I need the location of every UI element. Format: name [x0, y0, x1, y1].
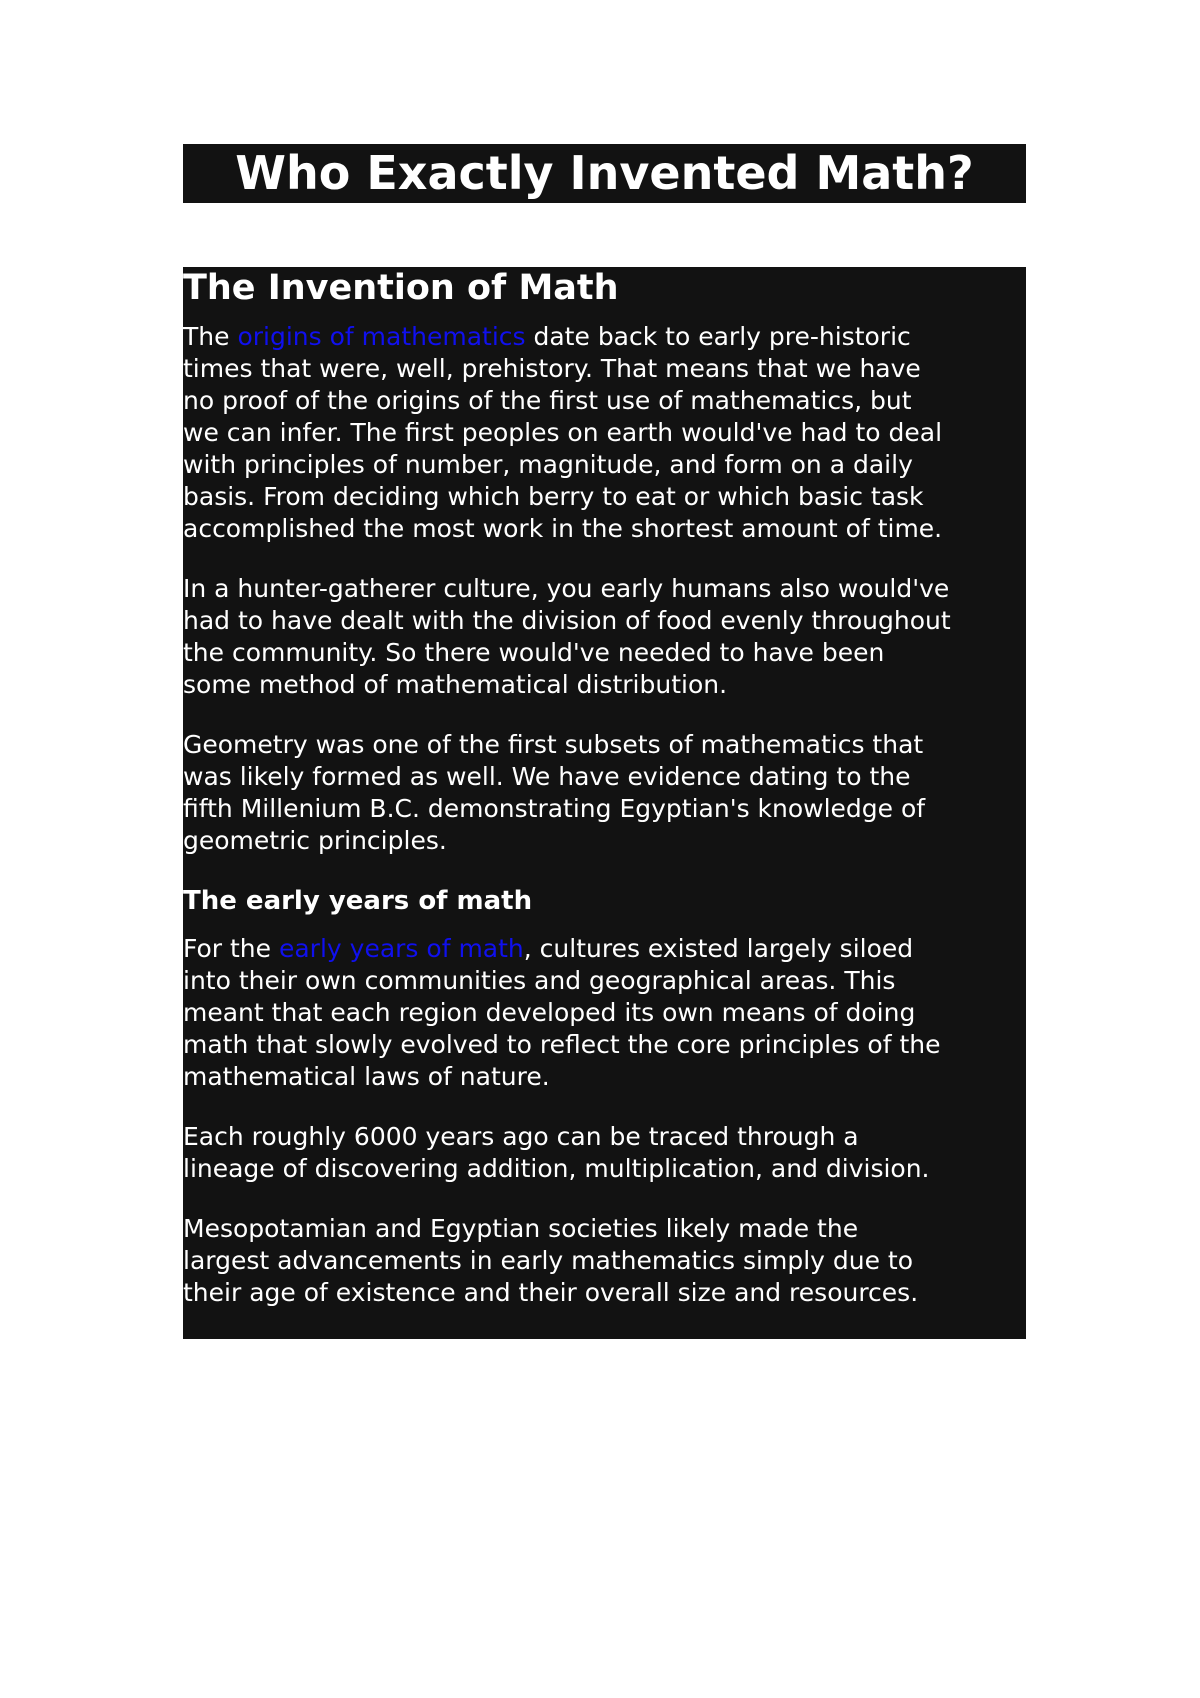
paragraph-mesopotamian: [183, 1213, 1026, 1309]
paragraph-line: [183, 321, 1026, 353]
paragraph-line: no proof of the origins of the first use of mathematics, but: [183, 386, 912, 415]
paragraph-text: date back to early pre-historic: [525, 322, 911, 351]
paragraph-line: into their own communities and geographical areas. This: [183, 966, 896, 995]
paragraph-line: times that were, well, prehistory. That means that we have: [183, 354, 921, 383]
paragraph-line: mathematical laws of nature.: [183, 1062, 550, 1091]
paragraph-early-years: [183, 933, 1026, 1093]
paragraph-origins: [183, 321, 1026, 545]
paragraph-hunter-gatherer: [183, 573, 1026, 701]
paragraph-line: had to have dealt with the division of food evenly throughout: [183, 606, 951, 635]
paragraph-text: For the: [183, 934, 279, 963]
paragraph-geometry: [183, 729, 1026, 857]
page-title: Who Exactly Invented Math?: [183, 144, 1026, 203]
paragraph-line: meant that each region developed its own means of doing: [183, 998, 916, 1027]
paragraph-line: geometric principles.: [183, 826, 447, 855]
early-years-of-math-link[interactable]: early years of math: [278, 934, 524, 963]
paragraph-line: we can infer. The first peoples on earth would've had to deal: [183, 418, 943, 447]
paragraph-line: accomplished the most work in the shortest amount of time.: [183, 514, 943, 543]
origins-of-mathematics-link[interactable]: origins of mathematics: [237, 322, 526, 351]
paragraph-line: Each roughly 6000 years ago can be traced through a: [183, 1122, 859, 1151]
paragraph-line: math that slowly evolved to reflect the core principles of the: [183, 1030, 941, 1059]
paragraph-text: The: [183, 322, 238, 351]
paragraph-line: Geometry was one of the first subsets of mathematics that: [183, 730, 924, 759]
paragraph-line: with principles of number, magnitude, and form on a daily: [183, 450, 913, 479]
paragraph-line: the community. So there would've needed to have been: [183, 638, 885, 667]
subheading-early-years: The early years of math: [183, 886, 533, 916]
paragraph-6000-years: [183, 1121, 1026, 1185]
paragraph-line: largest advancements in early mathematics simply due to: [183, 1246, 914, 1275]
paragraph-line: Mesopotamian and Egyptian societies likely made the: [183, 1214, 859, 1243]
paragraph-text: , cultures existed largely siloed: [523, 934, 914, 963]
section-heading: The Invention of Math: [183, 268, 619, 308]
paragraph-line: their age of existence and their overall size and resources.: [183, 1278, 919, 1307]
paragraph-line: some method of mathematical distribution.: [183, 670, 728, 699]
paragraph-line: basis. From deciding which berry to eat or which basic task: [183, 482, 924, 511]
article-body: [183, 267, 1026, 1339]
paragraph-line: lineage of discovering addition, multiplication, and division.: [183, 1154, 930, 1183]
paragraph-line: [183, 933, 1026, 965]
paragraph-line: was likely formed as well. We have evidence dating to the: [183, 762, 911, 791]
paragraph-line: fifth Millenium B.C. demonstrating Egyptian's knowledge of: [183, 794, 926, 823]
paragraph-line: In a hunter-gatherer culture, you early humans also would've: [183, 574, 950, 603]
